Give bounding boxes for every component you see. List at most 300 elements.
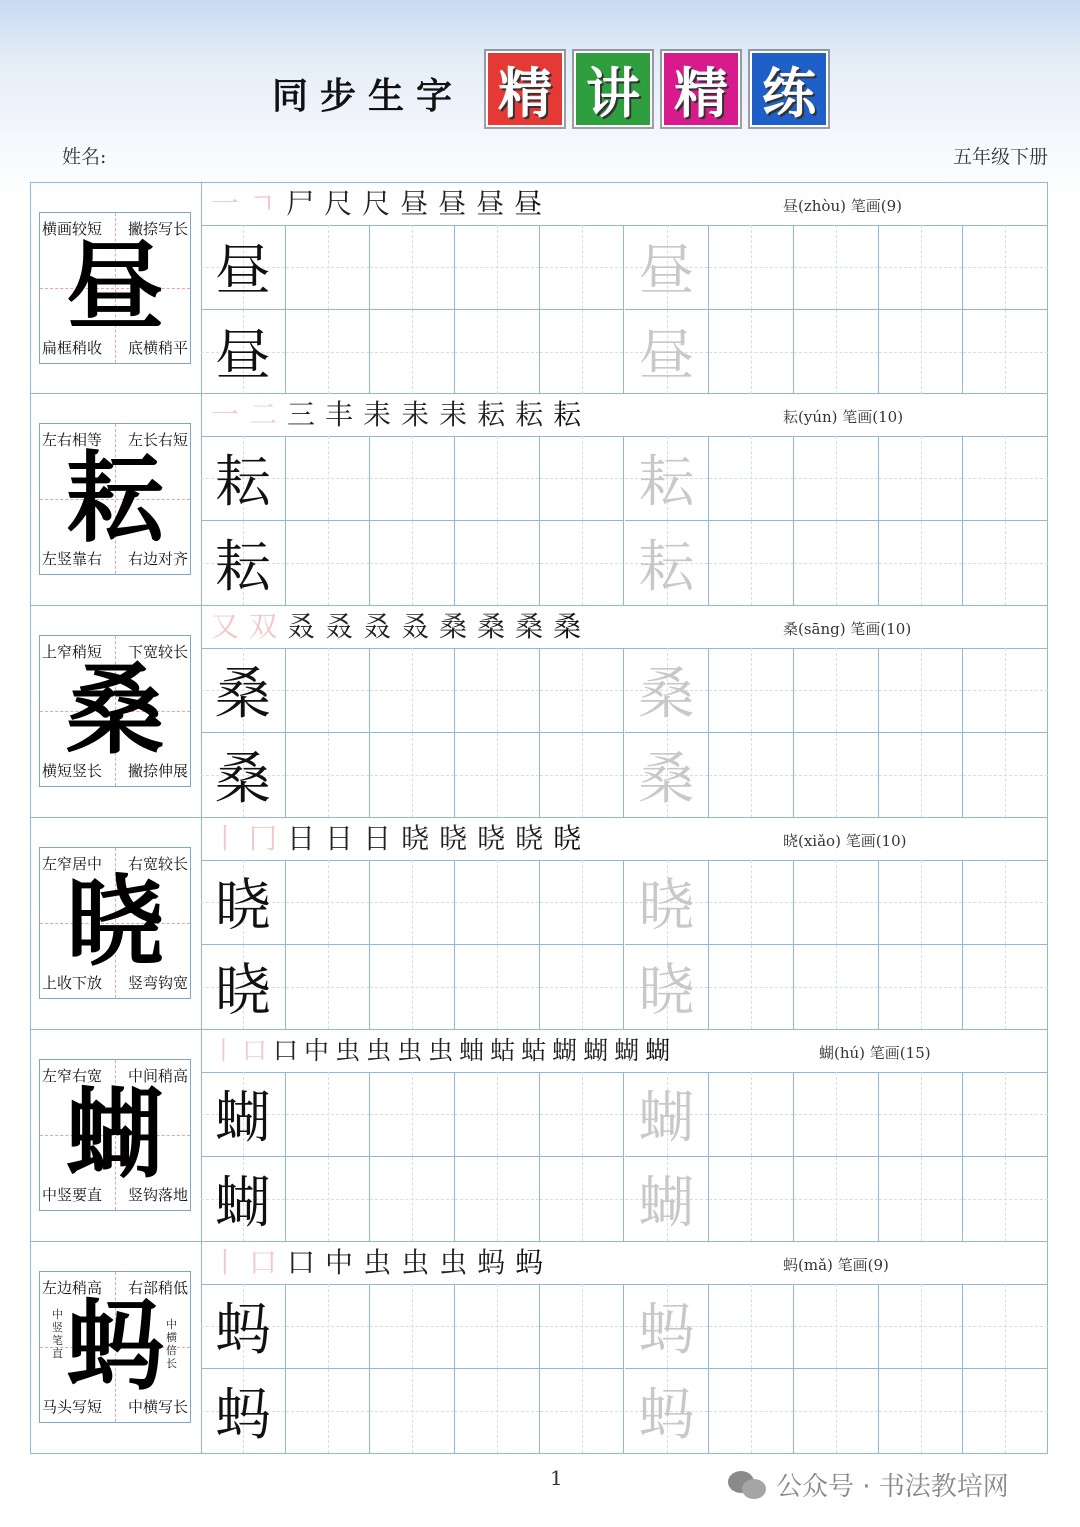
practice-cell[interactable] (879, 860, 964, 945)
guide-line (1005, 1072, 1006, 1156)
writing-tip: 横画较短 (42, 220, 103, 238)
practice-cell[interactable] (794, 733, 879, 818)
practice-cell[interactable] (201, 521, 286, 606)
guide-line (582, 945, 583, 1030)
stroke-step: 蝴 (645, 1036, 671, 1065)
trace-character: 蝴 (638, 1170, 695, 1236)
guide-line (921, 1157, 922, 1242)
practice-cell[interactable] (370, 436, 455, 521)
guide-line (1005, 310, 1006, 395)
stroke-step: 丨 (211, 822, 240, 855)
practice-cell[interactable] (963, 310, 1048, 395)
practice-cell[interactable] (794, 1284, 879, 1369)
example-character: 晓 (214, 958, 271, 1024)
writing-tip: 左边稍高 (42, 1279, 103, 1297)
stroke-step: 二 (249, 398, 278, 431)
practice-cell[interactable] (879, 310, 964, 395)
stroke-step: 虫 (401, 1246, 430, 1279)
page-header (0, 0, 1080, 180)
stroke-step: 虫 (439, 1246, 468, 1279)
model-panel (31, 1242, 202, 1453)
guide-line (497, 860, 498, 944)
writing-tip: 左窄居中 (42, 855, 103, 873)
writing-tip: 左竖靠右 (42, 550, 103, 568)
practice-cell[interactable] (286, 1369, 371, 1454)
practice-cell[interactable] (794, 310, 879, 395)
practice-grid (201, 1072, 1048, 1241)
watermark-text: 公众号 · 书法教培网 (776, 1472, 1009, 1502)
practice-cell[interactable] (540, 648, 625, 733)
practice-cell[interactable] (201, 648, 286, 733)
writing-tip: 中竖要直 (42, 1186, 103, 1204)
guide-line (836, 1157, 837, 1242)
practice-cell[interactable] (455, 1284, 540, 1369)
practice-cell[interactable] (201, 1157, 286, 1242)
guide-line (836, 1072, 837, 1156)
stroke-sequence (211, 1033, 670, 1069)
practice-cell[interactable] (540, 225, 625, 310)
model-panel (31, 606, 202, 817)
practice-cell[interactable] (201, 310, 286, 395)
practice-cell[interactable] (625, 1157, 710, 1242)
stroke-step: 日 (287, 822, 316, 855)
practice-cell[interactable] (540, 1369, 625, 1454)
model-box (39, 635, 191, 787)
model-box (39, 1059, 191, 1211)
stroke-step: 蝴 (583, 1036, 609, 1065)
practice-cell[interactable] (455, 521, 540, 606)
practice-cell[interactable] (794, 436, 879, 521)
guide-line (582, 436, 583, 520)
writing-tip: 上收下放 (42, 974, 103, 992)
practice-cell[interactable] (794, 945, 879, 1030)
practice-cell[interactable] (794, 1072, 879, 1157)
pinyin-stroke-count: 耘(yún) 笔画(10) (783, 408, 904, 426)
stroke-step: 晓 (515, 822, 544, 855)
practice-cell[interactable] (540, 1284, 625, 1369)
practice-cell[interactable] (879, 521, 964, 606)
guide-line (328, 521, 329, 606)
practice-cell[interactable] (286, 310, 371, 395)
practice-cell[interactable] (455, 310, 540, 395)
trace-character: 晓 (638, 873, 695, 939)
model-box (39, 847, 191, 999)
model-panel (31, 394, 202, 605)
wechat-icon (728, 1469, 768, 1501)
stroke-sequence (211, 821, 581, 857)
practice-cell[interactable] (879, 1369, 964, 1454)
model-character: 桑 (65, 653, 164, 768)
guide-line (751, 1072, 752, 1156)
watermark (728, 1466, 1009, 1503)
stroke-step: 叒 (287, 610, 316, 643)
practice-cell[interactable] (709, 310, 794, 395)
guide-line (921, 310, 922, 395)
trace-character: 桑 (638, 661, 695, 727)
page-number: 1 (550, 1466, 563, 1490)
guide-line (412, 945, 413, 1030)
practice-cell[interactable] (963, 648, 1048, 733)
practice-cell[interactable] (794, 648, 879, 733)
model-character: 蚂 (65, 1289, 164, 1404)
writing-tip: 中间稍高 (127, 1067, 188, 1085)
stroke-step: 口 (242, 1036, 268, 1065)
practice-cell[interactable] (540, 945, 625, 1030)
writing-tip: 左右相等 (42, 431, 103, 449)
guide-line (836, 648, 837, 732)
writing-tip: 撇捺伸展 (127, 762, 188, 780)
practice-cell[interactable] (625, 225, 710, 310)
practice-cell[interactable] (201, 1072, 286, 1157)
practice-cell[interactable] (455, 1157, 540, 1242)
practice-cell[interactable] (286, 1072, 371, 1157)
practice-cell[interactable] (963, 1284, 1048, 1369)
practice-cell[interactable] (201, 945, 286, 1030)
stroke-step: 耘 (553, 398, 582, 431)
practice-cell[interactable] (540, 860, 625, 945)
practice-cell[interactable] (963, 945, 1048, 1030)
stroke-step: 蚂 (477, 1246, 506, 1279)
guide-line (328, 648, 329, 732)
practice-cell[interactable] (540, 521, 625, 606)
practice-cell[interactable] (794, 1369, 879, 1454)
practice-cell[interactable] (540, 310, 625, 395)
guide-line (836, 436, 837, 520)
guide-line (328, 1369, 329, 1454)
example-character: 昼 (214, 238, 271, 304)
practice-cell[interactable] (625, 436, 710, 521)
practice-cell[interactable] (794, 521, 879, 606)
guide-line (921, 521, 922, 606)
practice-cell[interactable] (625, 310, 710, 395)
character-row (30, 1242, 1048, 1454)
practice-cell[interactable] (625, 733, 710, 818)
stroke-step: 冂 (249, 822, 278, 855)
guide-line (328, 310, 329, 395)
practice-cell[interactable] (709, 1284, 794, 1369)
practice-cell[interactable] (455, 648, 540, 733)
guide-line (582, 860, 583, 944)
practice-cell[interactable] (455, 1072, 540, 1157)
practice-cell[interactable] (286, 945, 371, 1030)
practice-cell[interactable] (963, 521, 1048, 606)
guide-line (412, 1157, 413, 1242)
guide-line (1005, 1284, 1006, 1368)
pinyin-stroke-count: 晓(xiǎo) 笔画(10) (783, 832, 907, 850)
practice-cell[interactable] (370, 310, 455, 395)
practice-cell[interactable] (709, 648, 794, 733)
stroke-step: 虫 (366, 1036, 392, 1065)
stroke-step: 蝴 (614, 1036, 640, 1065)
writing-tip: 右部稍低 (127, 1279, 188, 1297)
stroke-step: 口 (273, 1036, 299, 1065)
practice-cell[interactable] (201, 225, 286, 310)
title-box-3: 练 (750, 51, 828, 127)
writing-tip: 马头写短 (42, 1398, 103, 1416)
guide-line (328, 225, 329, 309)
practice-cell[interactable] (625, 1072, 710, 1157)
practice-cell[interactable] (794, 225, 879, 310)
side-note: 中竖笔直 (52, 1308, 63, 1360)
stroke-step: 昼 (476, 187, 505, 220)
stroke-step: 晓 (477, 822, 506, 855)
guide-line (751, 945, 752, 1030)
writing-tip: 上窄稍短 (42, 643, 103, 661)
pinyin-stroke-count: 昼(zhòu) 笔画(9) (783, 197, 902, 215)
practice-cell[interactable] (201, 860, 286, 945)
stroke-step: ㄱ (249, 187, 277, 220)
stroke-step: 昼 (400, 187, 429, 220)
practice-cell[interactable] (286, 648, 371, 733)
practice-cell[interactable] (625, 1369, 710, 1454)
practice-cell[interactable] (201, 733, 286, 818)
stroke-step: 耘 (477, 398, 506, 431)
practice-cell[interactable] (286, 1284, 371, 1369)
guide-line (497, 648, 498, 732)
practice-cell[interactable] (540, 1157, 625, 1242)
guide-line (412, 733, 413, 818)
practice-cell[interactable] (286, 1157, 371, 1242)
writing-tip: 右边对齐 (127, 550, 188, 568)
guide-line (1005, 1157, 1006, 1242)
model-character: 昼 (65, 230, 164, 345)
practice-cell[interactable] (286, 733, 371, 818)
stroke-step: 虫 (335, 1036, 361, 1065)
practice-cell[interactable] (455, 860, 540, 945)
guide-line (921, 225, 922, 309)
practice-cell[interactable] (455, 733, 540, 818)
practice-cell[interactable] (370, 1284, 455, 1369)
stroke-step: 尺 (362, 187, 391, 220)
character-row (30, 818, 1048, 1030)
practice-cell[interactable] (709, 1157, 794, 1242)
practice-cell[interactable] (370, 945, 455, 1030)
writing-tip: 撇捺写长 (127, 220, 188, 238)
practice-cell[interactable] (370, 733, 455, 818)
practice-cell[interactable] (625, 648, 710, 733)
model-panel (31, 818, 202, 1029)
guide-line (412, 225, 413, 309)
example-character: 蚂 (214, 1297, 271, 1363)
stroke-step: 耘 (515, 398, 544, 431)
stroke-step: 耒 (439, 398, 468, 431)
trace-character: 耘 (638, 449, 695, 515)
guide-line (582, 521, 583, 606)
stroke-step: 晓 (401, 822, 430, 855)
model-character: 蝴 (65, 1077, 164, 1192)
practice-cell[interactable] (286, 436, 371, 521)
practice-cell[interactable] (963, 1157, 1048, 1242)
model-box (39, 1271, 191, 1423)
example-character: 耘 (214, 449, 271, 515)
guide-line (582, 1072, 583, 1156)
guide-line (328, 1284, 329, 1368)
stroke-step: 丨 (211, 1246, 240, 1279)
guide-line (497, 1284, 498, 1368)
practice-cell[interactable] (455, 225, 540, 310)
guide-line (921, 1284, 922, 1368)
practice-cell[interactable] (625, 860, 710, 945)
guide-line (921, 945, 922, 1030)
practice-cell[interactable] (963, 1369, 1048, 1454)
guide-line (412, 1369, 413, 1454)
guide-line (582, 1284, 583, 1368)
practice-cell[interactable] (455, 436, 540, 521)
practice-cell[interactable] (963, 733, 1048, 818)
practice-cell[interactable] (201, 1369, 286, 1454)
guide-line (412, 648, 413, 732)
guide-line (582, 1157, 583, 1242)
practice-cell[interactable] (879, 1284, 964, 1369)
example-character: 晓 (214, 873, 271, 939)
practice-cell[interactable] (963, 1072, 1048, 1157)
grade-label: 五年级下册 (952, 146, 1048, 168)
stroke-step: 昼 (514, 187, 543, 220)
practice-cell[interactable] (879, 1157, 964, 1242)
practice-cell[interactable] (879, 648, 964, 733)
practice-cell[interactable] (540, 733, 625, 818)
guide-line (836, 860, 837, 944)
guide-line (751, 648, 752, 732)
guide-line (1005, 648, 1006, 732)
guide-line (497, 1072, 498, 1156)
practice-cell[interactable] (879, 945, 964, 1030)
title-box-2: 精 (662, 51, 740, 127)
guide-line (412, 1072, 413, 1156)
stroke-step: 晓 (439, 822, 468, 855)
practice-cell[interactable] (879, 1072, 964, 1157)
guide-line (751, 1369, 752, 1454)
practice-cell[interactable] (370, 521, 455, 606)
stroke-order-bar (201, 606, 1048, 649)
practice-cell[interactable] (625, 521, 710, 606)
guide-line (1005, 945, 1006, 1030)
stroke-step: 三 (287, 398, 316, 431)
title-boxes (486, 51, 828, 127)
practice-cell[interactable] (794, 860, 879, 945)
guide-line (497, 945, 498, 1030)
stroke-step: 叒 (325, 610, 354, 643)
trace-character: 桑 (638, 746, 695, 812)
guide-line (497, 310, 498, 395)
trace-character: 昼 (638, 323, 695, 389)
stroke-step: 口 (287, 1246, 316, 1279)
practice-cell[interactable] (370, 860, 455, 945)
writing-tip: 竖弯钩宽 (127, 974, 188, 992)
practice-cell[interactable] (625, 945, 710, 1030)
practice-cell[interactable] (794, 1157, 879, 1242)
practice-cell[interactable] (879, 436, 964, 521)
practice-cell[interactable] (625, 1284, 710, 1369)
practice-cell[interactable] (540, 436, 625, 521)
guide-line (751, 1284, 752, 1368)
example-character: 桑 (214, 746, 271, 812)
practice-cell[interactable] (709, 1369, 794, 1454)
practice-cell[interactable] (963, 225, 1048, 310)
example-character: 蚂 (214, 1382, 271, 1448)
practice-cell[interactable] (370, 225, 455, 310)
writing-tip: 横短竖长 (42, 762, 103, 780)
practice-cell[interactable] (370, 1369, 455, 1454)
practice-cell[interactable] (455, 945, 540, 1030)
character-row (30, 182, 1048, 394)
character-row (30, 394, 1048, 606)
practice-cell[interactable] (370, 648, 455, 733)
stroke-sequence (211, 1245, 543, 1281)
practice-grid (201, 436, 1048, 605)
stroke-step: 蛄 (521, 1036, 547, 1065)
writing-tip: 底横稍平 (127, 339, 188, 357)
practice-cell[interactable] (709, 860, 794, 945)
practice-grid (201, 1284, 1048, 1453)
guide-line (328, 733, 329, 818)
stroke-step: 中 (325, 1246, 354, 1279)
stroke-step: 一 (211, 398, 240, 431)
stroke-step: 丨 (211, 1036, 237, 1065)
practice-cell[interactable] (286, 860, 371, 945)
practice-cell[interactable] (286, 225, 371, 310)
model-box (39, 423, 191, 575)
stroke-step: 昼 (438, 187, 467, 220)
stroke-step: 蛄 (490, 1036, 516, 1065)
stroke-step: 虫 (428, 1036, 454, 1065)
practice-cell[interactable] (201, 1284, 286, 1369)
guide-line (582, 310, 583, 395)
writing-tip: 左长右短 (127, 431, 188, 449)
example-character: 昼 (214, 323, 271, 389)
pinyin-stroke-count: 桑(sāng) 笔画(10) (783, 620, 912, 638)
guide-line (328, 1157, 329, 1242)
practice-cell[interactable] (879, 225, 964, 310)
practice-cell[interactable] (709, 436, 794, 521)
trace-character: 蚂 (638, 1297, 695, 1363)
practice-cell[interactable] (963, 860, 1048, 945)
practice-cell[interactable] (540, 1072, 625, 1157)
practice-grid (201, 648, 1048, 817)
guide-line (1005, 860, 1006, 944)
writing-tip: 扁框稍收 (42, 339, 103, 357)
guide-line (921, 1369, 922, 1454)
name-label: 姓名: (62, 146, 107, 168)
model-box (39, 212, 191, 364)
practice-cell[interactable] (709, 521, 794, 606)
practice-cell[interactable] (286, 521, 371, 606)
guide-line (836, 521, 837, 606)
practice-cell[interactable] (709, 225, 794, 310)
practice-cell[interactable] (709, 945, 794, 1030)
practice-cell[interactable] (709, 733, 794, 818)
practice-cell[interactable] (963, 436, 1048, 521)
guide-line (751, 860, 752, 944)
side-note: 中横倍长 (166, 1318, 177, 1370)
practice-cell[interactable] (455, 1369, 540, 1454)
guide-line (836, 733, 837, 818)
stroke-step: 虫 (363, 1246, 392, 1279)
stroke-step: 中 (304, 1036, 330, 1065)
guide-line (836, 1369, 837, 1454)
guide-line (497, 733, 498, 818)
practice-cell[interactable] (709, 1072, 794, 1157)
stroke-order-bar (201, 1242, 1048, 1285)
stroke-order-bar (201, 1030, 1048, 1073)
practice-sheet (30, 182, 1048, 1454)
practice-cell[interactable] (370, 1072, 455, 1157)
practice-cell[interactable] (879, 733, 964, 818)
practice-cell[interactable] (201, 436, 286, 521)
guide-line (497, 225, 498, 309)
practice-cell[interactable] (370, 1157, 455, 1242)
guide-line (412, 860, 413, 944)
